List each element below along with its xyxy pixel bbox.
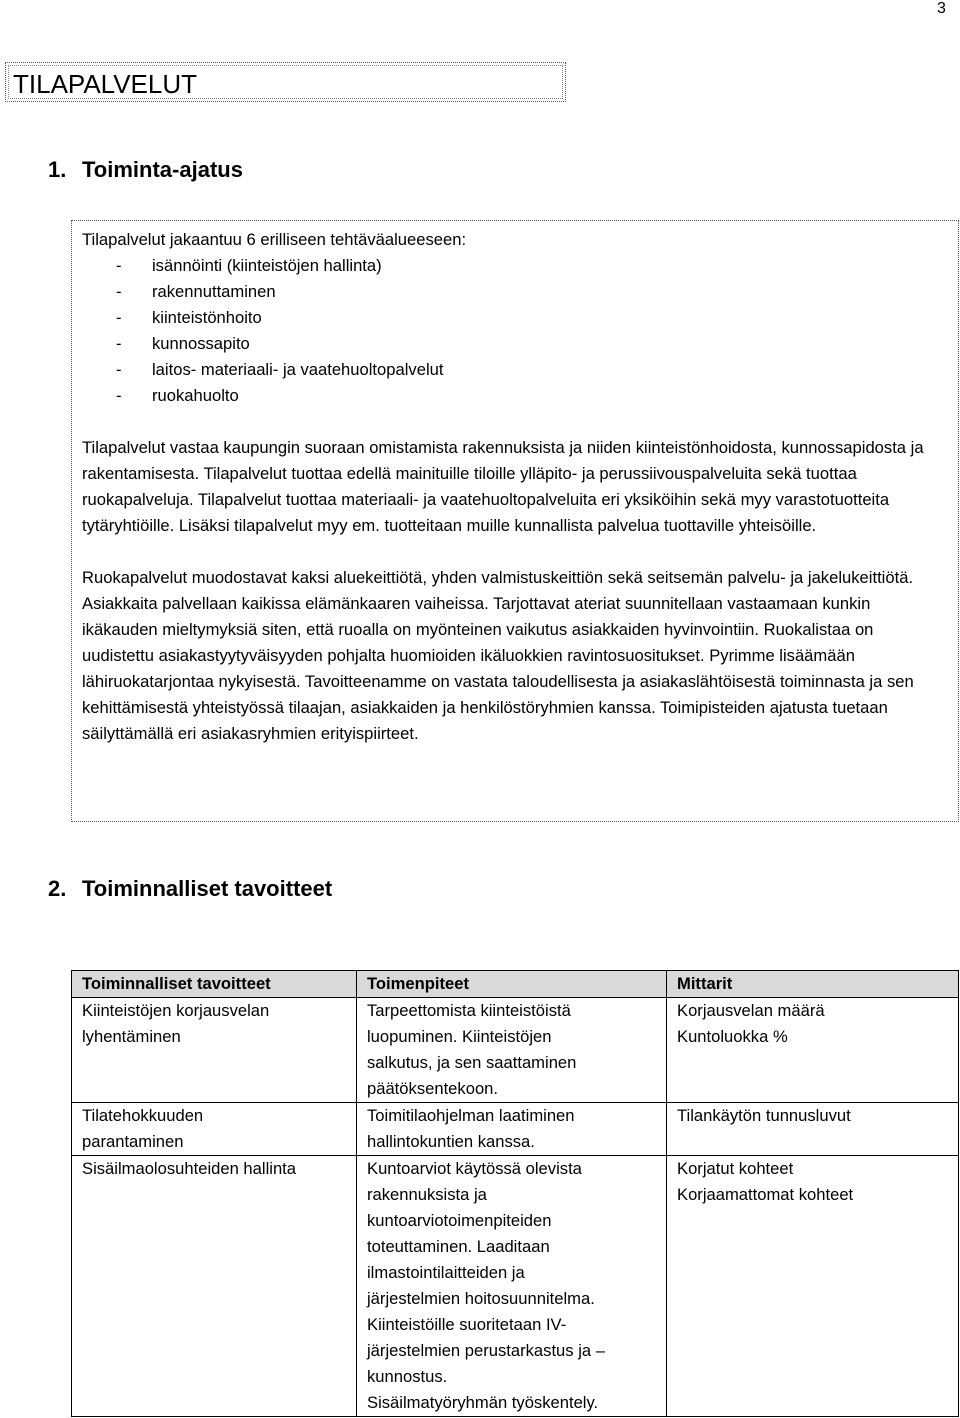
- column-header: Toiminnalliset tavoitteet: [72, 971, 357, 998]
- section-2-heading: [48, 876, 332, 902]
- document-title: TILAPALVELUT: [13, 69, 197, 99]
- actions-cell: Tarpeettomista kiinteistöistä luopuminen. Kiinteistöjen salkutus, ja sen saattaminen päätöksentekoon.: [357, 998, 667, 1103]
- paragraph-food-services: Ruokapalvelut muodostavat kaksi aluekeittiötä, yhden valmistuskeittiön sekä seitsemän palvelu- ja jakelukeittiötä. Asiakkaita palvellaan kaikissa elämänkaaren vaiheissa. Tarjottavat ateriat suunnitellaan vastaamaan kunkin ikäkauden mieltymyksiä siten, että ruoalla on myönteinen vaikutus asiakkaiden hyvinvointiin. Ruokalistaa on uudistettu asiakastyytyväisyyden pohjalta huomioiden ikäluokkien ravintosuositukset. Pyrimme lisäämään lähiruokatarjontaa nykyisestä. Tavoitteenamme on vastata taloudellisesta ja asiakaslähtöisestä toiminnasta ja sen kehittämisestä yhteistyössä tilaajan, asiakkaiden ja henkilöstöryhmien kanssa. Toimipisteiden ajatusta tuetaan säilyttämällä eri asiakasryhmien erityispiirteet.: [82, 568, 914, 743]
- list-item: - kiinteistönhoito: [116, 308, 262, 327]
- section-1-heading: [48, 157, 243, 183]
- goals-table: [71, 970, 959, 1417]
- list-item: - ruokahuolto: [116, 386, 239, 405]
- section-2-number: 2.: [48, 876, 67, 901]
- table-header-row: [72, 971, 959, 998]
- list-item: - kunnossapito: [116, 334, 250, 353]
- table-row: [72, 1103, 959, 1156]
- task-area-list: [82, 253, 944, 409]
- title-box: [5, 62, 566, 102]
- section-1-number: 1.: [48, 157, 67, 182]
- column-header: Mittarit: [667, 971, 959, 998]
- goal-cell: Sisäilmaolosuhteiden hallinta: [72, 1156, 357, 1417]
- paragraph-responsibilities: Tilapalvelut vastaa kaupungin suoraan omistamista rakennuksista ja niiden kiinteistönhoidosta, kunnossapidosta ja rakentamisesta. Tilapalvelut tuottaa edellä mainituille tiloille ylläpito- ja perussiivouspalveluita sekä tuottaa ruokapalveluja. Tilapalvelut tuottaa materiaali- ja vaatehuoltopalveluita eri yksiköihin sekä myy varastotuotteita tytäryhtiöille. Lisäksi tilapalvelut myy em. tuotteitaan muille kunnallista palvelua tuottaville yhteisöille.: [82, 438, 924, 535]
- goal-cell: Tilatehokkuuden parantaminen: [72, 1103, 357, 1156]
- section-2-title: Toiminnalliset tavoitteet: [82, 876, 333, 901]
- metrics-cell: Tilankäytön tunnusluvut: [667, 1103, 959, 1156]
- table-row: [72, 1156, 959, 1417]
- actions-cell: Toimitilaohjelman laatiminen hallintokuntien kanssa.: [357, 1103, 667, 1156]
- list-item: - isännöinti (kiinteistöjen hallinta): [116, 256, 382, 275]
- table-row: [72, 998, 959, 1103]
- section-1-title: Toiminta-ajatus: [82, 157, 243, 182]
- intro-text: Tilapalvelut jakaantuu 6 erilliseen tehtäväalueeseen:: [82, 230, 467, 249]
- list-item: - rakennuttaminen: [116, 282, 276, 301]
- column-header: Toimenpiteet: [357, 971, 667, 998]
- metrics-cell: Korjausvelan määrä Kuntoluokka %: [667, 998, 959, 1103]
- actions-cell: Kuntoarviot käytössä olevista rakennuksista ja kuntoarviotoimenpiteiden toteuttaminen. Laaditaan ilmastointilaitteiden ja järjestelmien hoitosuunnitelma. Kiinteistöille suoritetaan IV- järjestelmien perustarkastus ja – kunnostus. Sisäilmatyöryhmän työskentely.: [357, 1156, 667, 1417]
- mission-box: [71, 220, 959, 822]
- page-number: 3: [937, 0, 946, 17]
- list-item: - laitos- materiaali- ja vaatehuoltopalvelut: [116, 360, 444, 379]
- metrics-cell: Korjatut kohteet Korjaamattomat kohteet: [667, 1156, 959, 1417]
- goal-cell: Kiinteistöjen korjausvelan lyhentäminen: [72, 998, 357, 1103]
